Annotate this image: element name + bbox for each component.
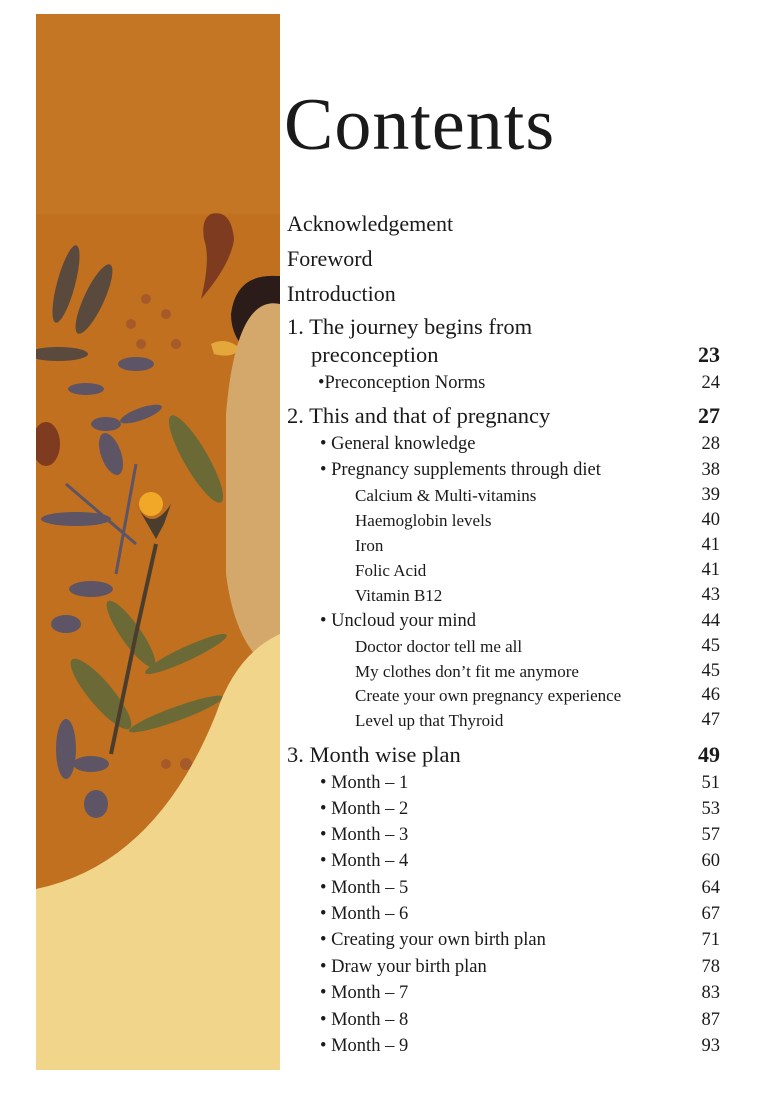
toc-entry-label: • Month – 1 <box>320 773 409 793</box>
toc-entry-page-number: 40 <box>701 510 720 530</box>
toc-entry <box>0 1036 780 1073</box>
toc-entry-label: • Month – 6 <box>320 904 409 924</box>
toc-entry-page-number: 27 <box>698 403 720 428</box>
toc-entry-page-number: 44 <box>701 611 720 631</box>
toc-entry-page-number: 93 <box>701 1036 720 1056</box>
toc-entry-label: • Month – 5 <box>320 878 409 898</box>
toc-entry <box>0 510 780 547</box>
toc-entry-page-number: 38 <box>701 460 720 480</box>
toc-entry-label: • Month – 9 <box>320 1036 409 1056</box>
toc-entry-label: • Month – 3 <box>320 825 409 845</box>
toc-entry-page-number: 53 <box>701 799 720 819</box>
toc-entry-page-number: 43 <box>701 585 720 605</box>
toc-entry-label: • Month – 2 <box>320 799 409 819</box>
toc-entry-page-number: 49 <box>698 742 720 767</box>
toc-entry-label: • Creating your own birth plan <box>320 930 546 950</box>
toc-entry-page-number: 24 <box>701 373 720 393</box>
toc-entry-label: • Uncloud your mind <box>320 611 477 631</box>
toc-entry-label: Introduction <box>287 281 396 306</box>
toc-entry-label: • Pregnancy supplements through diet <box>320 460 601 480</box>
toc-entry-label: Level up that Thyroid <box>355 711 504 730</box>
toc-entry-label: Haemoglobin levels <box>355 511 492 530</box>
toc-entry-label: Iron <box>355 536 384 555</box>
toc-entry-page-number: 45 <box>701 636 720 656</box>
toc-entry-label: • Draw your birth plan <box>320 957 487 977</box>
toc-entry-page-number: 78 <box>701 957 720 977</box>
toc-entry-page-number: 60 <box>701 851 720 871</box>
toc-entry-page-number: 83 <box>701 983 720 1003</box>
toc-entry-label: Acknowledgement <box>287 211 454 236</box>
toc-entry-page-number: 45 <box>701 661 720 681</box>
toc-entry-label: preconception <box>311 342 439 367</box>
toc-entry-label: Folic Acid <box>355 561 427 580</box>
toc-entry-page-number: 87 <box>701 1010 720 1030</box>
toc-entry-label: 1. The journey begins from <box>287 314 533 339</box>
toc-entry-label: 2. This and that of pregnancy <box>287 403 551 428</box>
toc-entry <box>0 211 780 250</box>
toc-entry-page-number: 47 <box>701 710 720 730</box>
page-title: Contents <box>284 84 556 166</box>
toc-entry-label: • General knowledge <box>320 434 476 454</box>
toc-entry-page-number: 71 <box>701 930 720 950</box>
toc-entry-label: • Month – 7 <box>320 983 409 1003</box>
toc-entry-label: My clothes don’t fit me anymore <box>355 662 579 681</box>
toc-entry-label: • Month – 8 <box>320 1010 409 1030</box>
toc-entry-label: • Month – 4 <box>320 851 409 871</box>
toc-entry-page-number: 28 <box>701 434 720 454</box>
toc-entry-page-number: 46 <box>701 685 720 705</box>
toc-entry-page-number: 57 <box>701 825 720 845</box>
toc-entry-label: •Preconception Norms <box>318 373 486 393</box>
toc-entry-page-number: 41 <box>701 560 720 580</box>
toc-entry-label: 3. Month wise plan <box>287 742 461 767</box>
toc-entry-label: Vitamin B12 <box>355 586 443 605</box>
toc-entry-label: Calcium & Multi-vitamins <box>355 486 537 505</box>
toc-entry-page-number: 41 <box>701 535 720 555</box>
toc-entry-page-number: 51 <box>701 773 720 793</box>
toc-entry-label: Foreword <box>287 246 373 271</box>
toc-entry-page-number: 39 <box>701 485 720 505</box>
toc-entry-label: Doctor doctor tell me all <box>355 637 523 656</box>
toc-entry-page-number: 64 <box>701 878 720 898</box>
toc-entry-label: Create your own pregnancy experience <box>355 686 622 705</box>
toc-entry-page-number: 67 <box>701 904 720 924</box>
toc-entry-page-number: 23 <box>698 342 720 367</box>
